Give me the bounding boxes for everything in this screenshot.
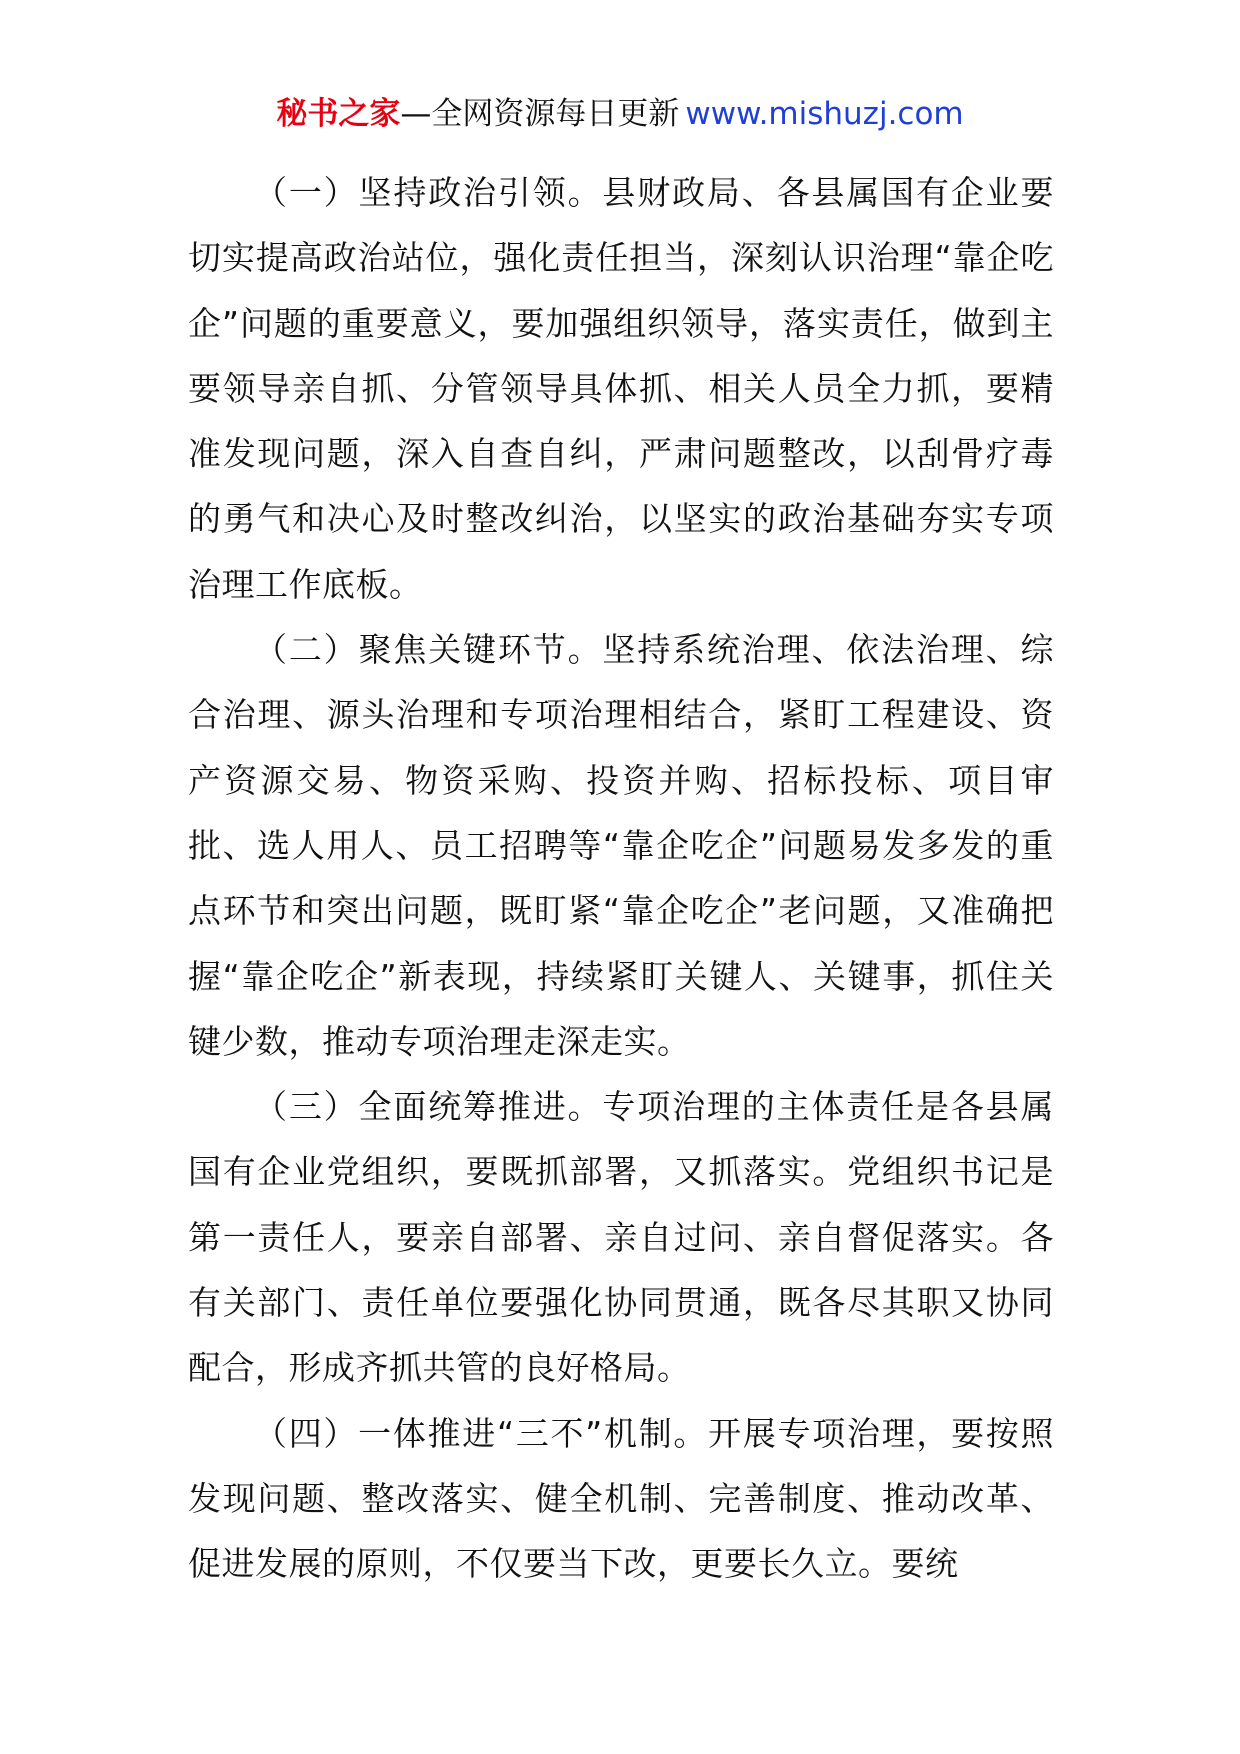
paragraph-political-leadership: （一）坚持政治引领。县财政局、各县属国有企业要切实提高政治站位，强化责任担当，深刻认识治理“靠企吃企”问题的重要意义，要加强组织领导，落实责任，做到主要领导亲自抓、分管领导具体抓、相关人员全力抓，要精准发现问题，深入自查自纠，严肃问题整改，以刮骨疗毒的勇气和决心及时整改纠治，以坚实的政治基础夯实专项治理工作底板。 [188, 173, 1054, 604]
brand-name: 秘书之家 [276, 96, 401, 132]
paragraph-key-links: （二）聚焦关键环节。坚持系统治理、依法治理、综合治理、源头治理和专项治理相结合，紧盯工程建设、资产资源交易、物资采购、投资并购、招标投标、项目审批、选人用人、员工招聘等“靠企吃企”问题易发多发的重点环节和突出问题，既盯紧“靠企吃企”老问题，又准确把握“靠企吃企”新表现，持续紧盯关键人、关键事，抓住关键少数，推动专项治理走深走实。 [188, 630, 1054, 1061]
header-tagline: —全网资源每日更新 [400, 96, 680, 132]
document-body [188, 160, 1054, 1597]
paragraph-three-nots-mechanism: （四）一体推进“三不”机制。开展专项治理，要按照发现问题、整改落实、健全机制、完善制度、推动改革、促进发展的原则，不仅要当下改，更要长久立。要统 [188, 1413, 1054, 1584]
site-url-link[interactable]: www.mishuzj.com [685, 96, 964, 132]
site-header [0, 94, 1240, 134]
paragraph-overall-coordination: （三）全面统筹推进。专项治理的主体责任是各县属国有企业党组织，要既抓部署，又抓落实。党组织书记是第一责任人，要亲自部署、亲自过问、亲自督促落实。各有关部门、责任单位要强化协同贯通，既各尽其职又协同配合，形成齐抓共管的良好格局。 [188, 1087, 1054, 1388]
